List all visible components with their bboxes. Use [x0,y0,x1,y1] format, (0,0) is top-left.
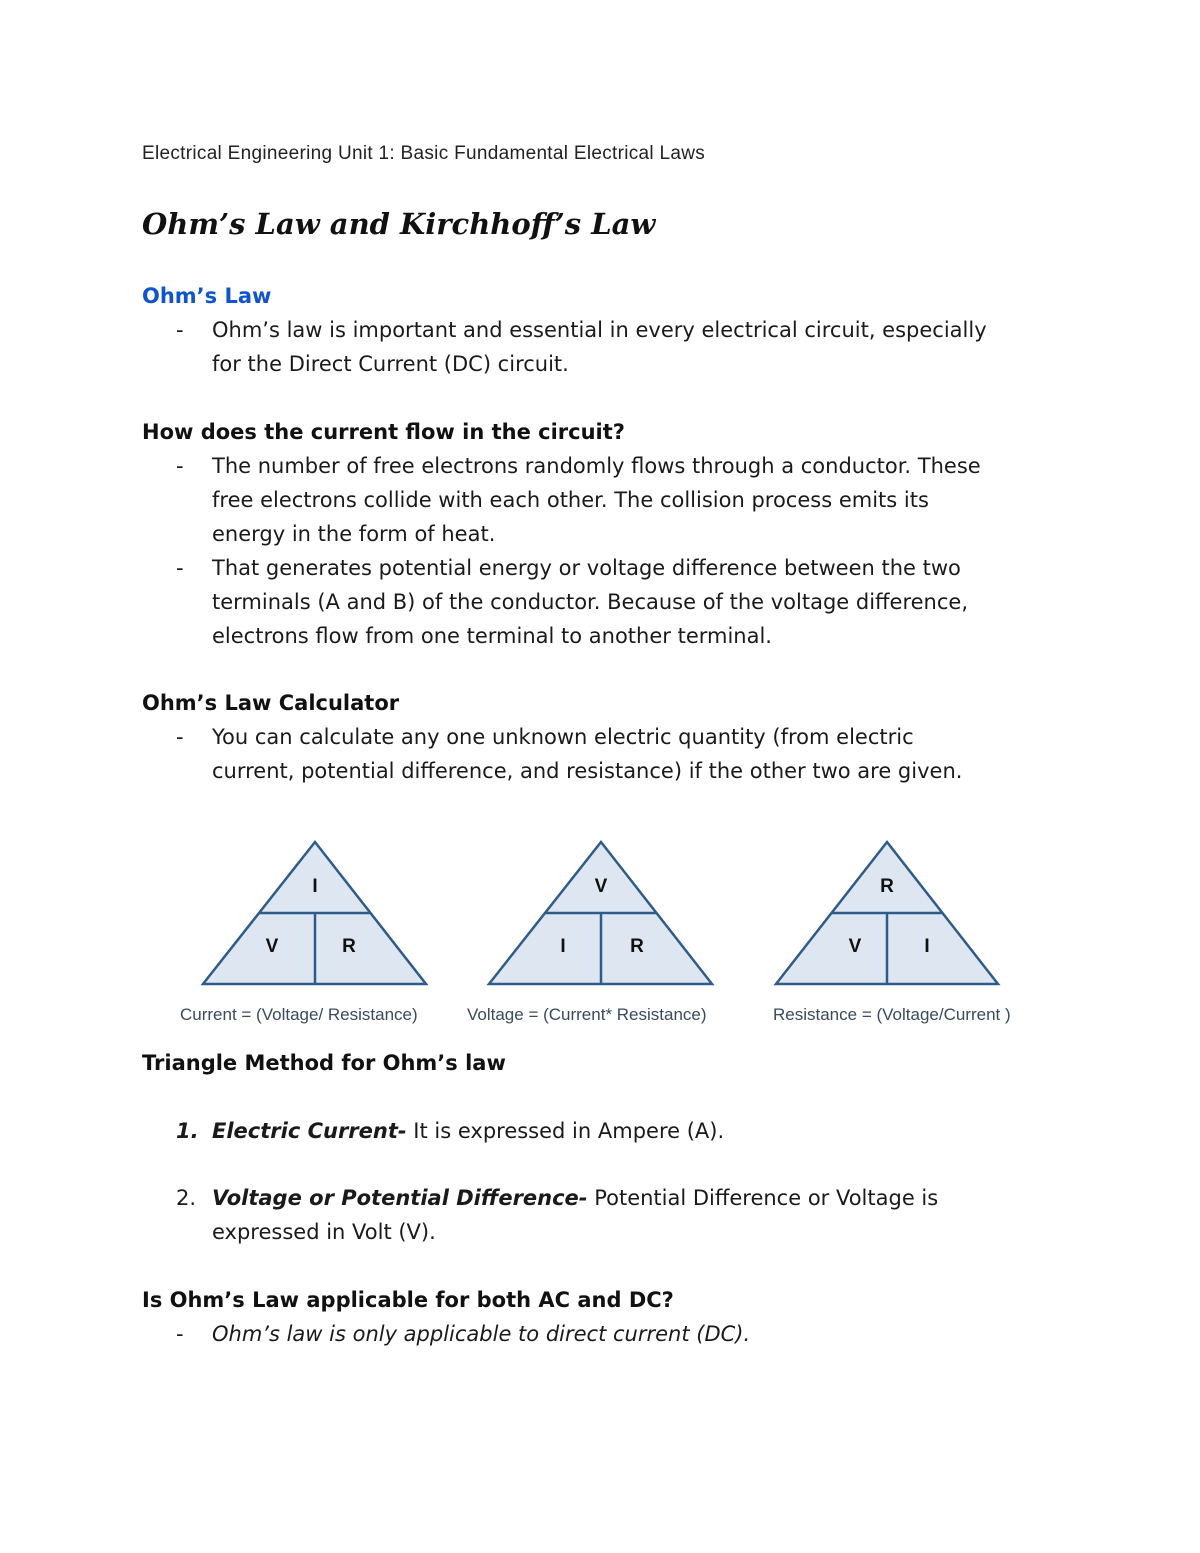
bullet-line: Ohm’s law is only applicable to direct current (DC). [212,1322,751,1346]
bullet-line: That generates potential energy or voltage difference between the two [212,556,961,580]
bullet-line: for the Direct Current (DC) circuit. [212,352,569,376]
bullet-line: You can calculate any one unknown electric quantity (from electric [212,725,914,749]
triangle-left-label: V [848,936,862,957]
bullet-line: Ohm’s law is important and essential in every electrical circuit, especially [212,318,987,342]
bullet-line: electrons flow from one terminal to another terminal. [212,624,772,648]
triangle-caption: Resistance = (Voltage/Current ) [773,1005,1011,1024]
list-number: 1. [176,1119,199,1143]
list-term: Voltage or Potential Difference- [212,1186,588,1210]
triangle-right-label: R [342,936,356,957]
bullet-line: terminals (A and B) of the conductor. Because of the voltage difference, [212,590,968,614]
triangle-left-label: I [560,936,566,957]
triangle-left-label: V [265,936,279,957]
list-text: It is expressed in Ampere (A). [406,1119,725,1143]
bullet-line: energy in the form of heat. [212,522,496,546]
bullet-line: The number of free electrons randomly flows through a conductor. These [212,454,981,478]
triangle-top-label: R [880,876,894,897]
triangles-svg [170,836,1050,1006]
bullet-dash: - [176,725,184,749]
triangle-right-label: I [924,936,930,957]
triangle-top-label: I [312,876,318,897]
bullet-dash: - [176,556,184,580]
triangle-voltage [489,842,712,984]
triangle-resistance [776,842,998,984]
triangle-current [203,842,426,984]
triangle-caption: Current = (Voltage/ Resistance) [180,1005,418,1024]
list-term: Electric Current- [212,1119,407,1143]
list-text: Potential Difference or Voltage is [587,1186,939,1210]
bullet-dash: - [176,1322,184,1346]
bullet-line: free electrons collide with each other. The collision process emits its [212,488,929,512]
list-item [212,1119,724,1143]
bullet-line: current, potential difference, and resistance) if the other two are given. [212,759,963,783]
bullet-dash: - [176,454,184,478]
list-text-continued: expressed in Volt (V). [212,1220,436,1244]
section-heading-calculator: Ohm’s Law Calculator [142,691,400,715]
bullet-dash: - [176,318,184,342]
triangle-right-label: R [630,936,644,957]
list-item [212,1186,938,1210]
triangle-caption: Voltage = (Current* Resistance) [467,1005,707,1024]
page-title: Ohm’s Law and Kirchhoff’s Law [142,207,656,241]
section-heading-current-flow: How does the current flow in the circuit? [142,420,625,444]
list-number: 2. [176,1186,197,1210]
section-heading-ohms-law: Ohm’s Law [142,284,272,308]
triangle-top-label: V [594,876,608,897]
section-heading-ac-dc: Is Ohm’s Law applicable for both AC and DC? [142,1288,674,1312]
unit-kicker: Electrical Engineering Unit 1: Basic Fundamental Electrical Laws [142,143,706,164]
section-heading-triangle-method: Triangle Method for Ohm’s law [142,1051,506,1075]
